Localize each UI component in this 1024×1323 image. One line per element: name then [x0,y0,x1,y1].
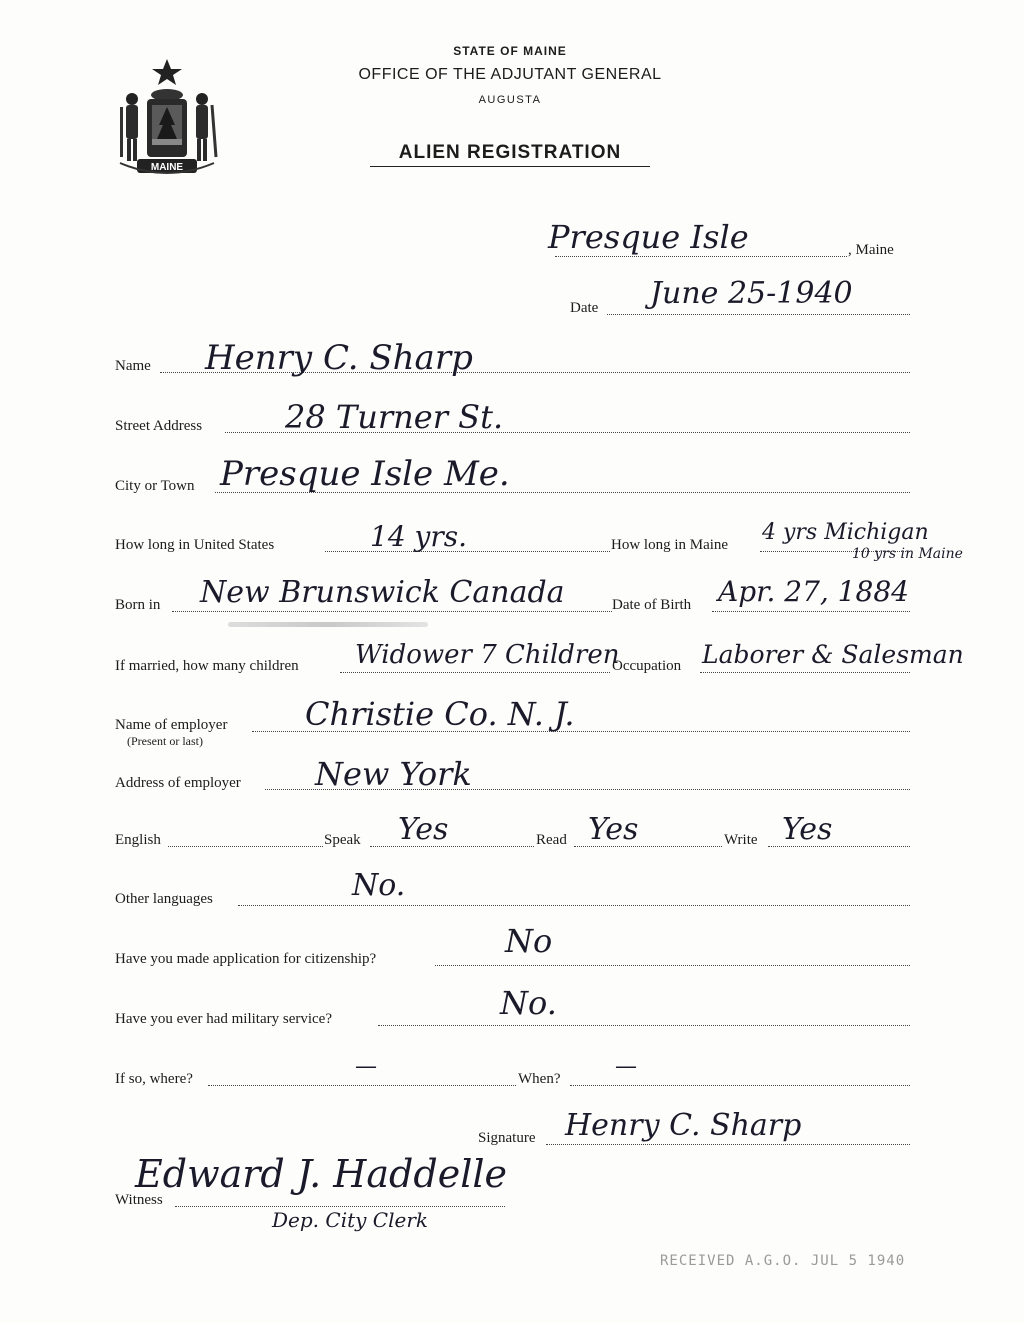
witness-title: Dep. City Clerk [272,1208,428,1232]
read-value: Yes [588,812,639,847]
citizenship-value: No [505,922,553,960]
how-long-maine-value-1: 4 yrs Michigan [762,520,929,545]
witness-label: Witness [115,1192,163,1208]
how-long-us-value: 14 yrs. [370,520,468,553]
employer-value: Christie Co. N. J. [305,695,575,733]
read-label: Read [536,832,567,848]
occupation-label: Occupation [612,658,682,674]
speak-line [370,846,534,847]
dob-value: Apr. 27, 1884 [718,575,909,608]
how-long-maine-label: How long in Maine [611,537,729,553]
signature-value: Henry C. Sharp [565,1108,802,1143]
occupation-line [700,672,910,673]
signature-label: Signature [478,1130,536,1146]
military-value: No. [500,984,557,1022]
header-office: OFFICE OF THE ADJUTANT GENERAL [358,66,662,83]
place-line [555,256,847,257]
witness-value: Edward J. Haddelle [135,1152,507,1196]
employer-sublabel: (Present or last) [127,734,203,748]
employer-label: Name of employer [115,717,228,733]
speak-label: Speak [324,832,361,848]
signature-line [546,1144,910,1145]
born-in-value: New Brunswick Canada [200,575,565,610]
children-line [340,672,610,673]
employer-address-label: Address of employer [115,775,241,791]
city-value: Presque Isle Me. [220,454,510,494]
born-in-label: Born in [115,597,161,613]
other-languages-value: No. [352,868,406,903]
when-label: When? [518,1071,561,1087]
occupation-value: Laborer & Salesman [702,640,964,669]
form-title: ALIEN REGISTRATION [398,142,622,163]
children-value: Widower 7 Children [355,640,620,670]
witness-line [175,1206,505,1207]
where-value: — [355,1054,377,1079]
when-value: — [615,1054,637,1079]
date-line [607,314,910,315]
where-line [208,1085,516,1086]
speak-value: Yes [398,812,449,847]
header-city: AUGUSTA [478,94,542,106]
street-label: Street Address [115,418,203,434]
citizenship-line [435,965,910,966]
date-label: Date [570,300,599,316]
write-value: Yes [782,812,833,847]
citizenship-label: Have you made application for citizenship? [115,951,377,967]
employer-address-value: New York [315,755,472,793]
how-long-us-label: How long in United States [115,537,275,553]
received-stamp: RECEIVED A.G.O. JUL 5 1940 [660,1253,906,1269]
city-label: City or Town [115,478,195,494]
place-suffix: , Maine [848,242,894,258]
state-seal-icon [112,55,222,185]
military-line [378,1025,910,1026]
street-value: 28 Turner St. [285,398,504,436]
name-label: Name [115,358,151,374]
header-state: STATE OF MAINE [453,44,567,58]
paper-scuff [228,622,428,627]
children-label: If married, how many children [115,658,299,674]
where-label: If so, where? [115,1071,193,1087]
born-in-line [172,611,612,612]
how-long-maine-value-2: 10 yrs in Maine [852,546,963,562]
other-languages-label: Other languages [115,891,213,907]
date-value: June 25-1940 [650,276,853,311]
how-long-us-line [325,551,610,552]
other-languages-line [238,905,910,906]
when-line [570,1085,910,1086]
seal-text: MAINE [150,162,184,173]
name-value: Henry C. Sharp [205,338,473,378]
title-underline [370,166,650,167]
english-label: English [115,832,161,848]
write-label: Write [724,832,758,848]
dob-line [712,611,910,612]
english-line [168,846,323,847]
dob-label: Date of Birth [612,597,692,613]
military-label: Have you ever had military service? [115,1011,332,1027]
place-value: Presque Isle [548,218,749,256]
